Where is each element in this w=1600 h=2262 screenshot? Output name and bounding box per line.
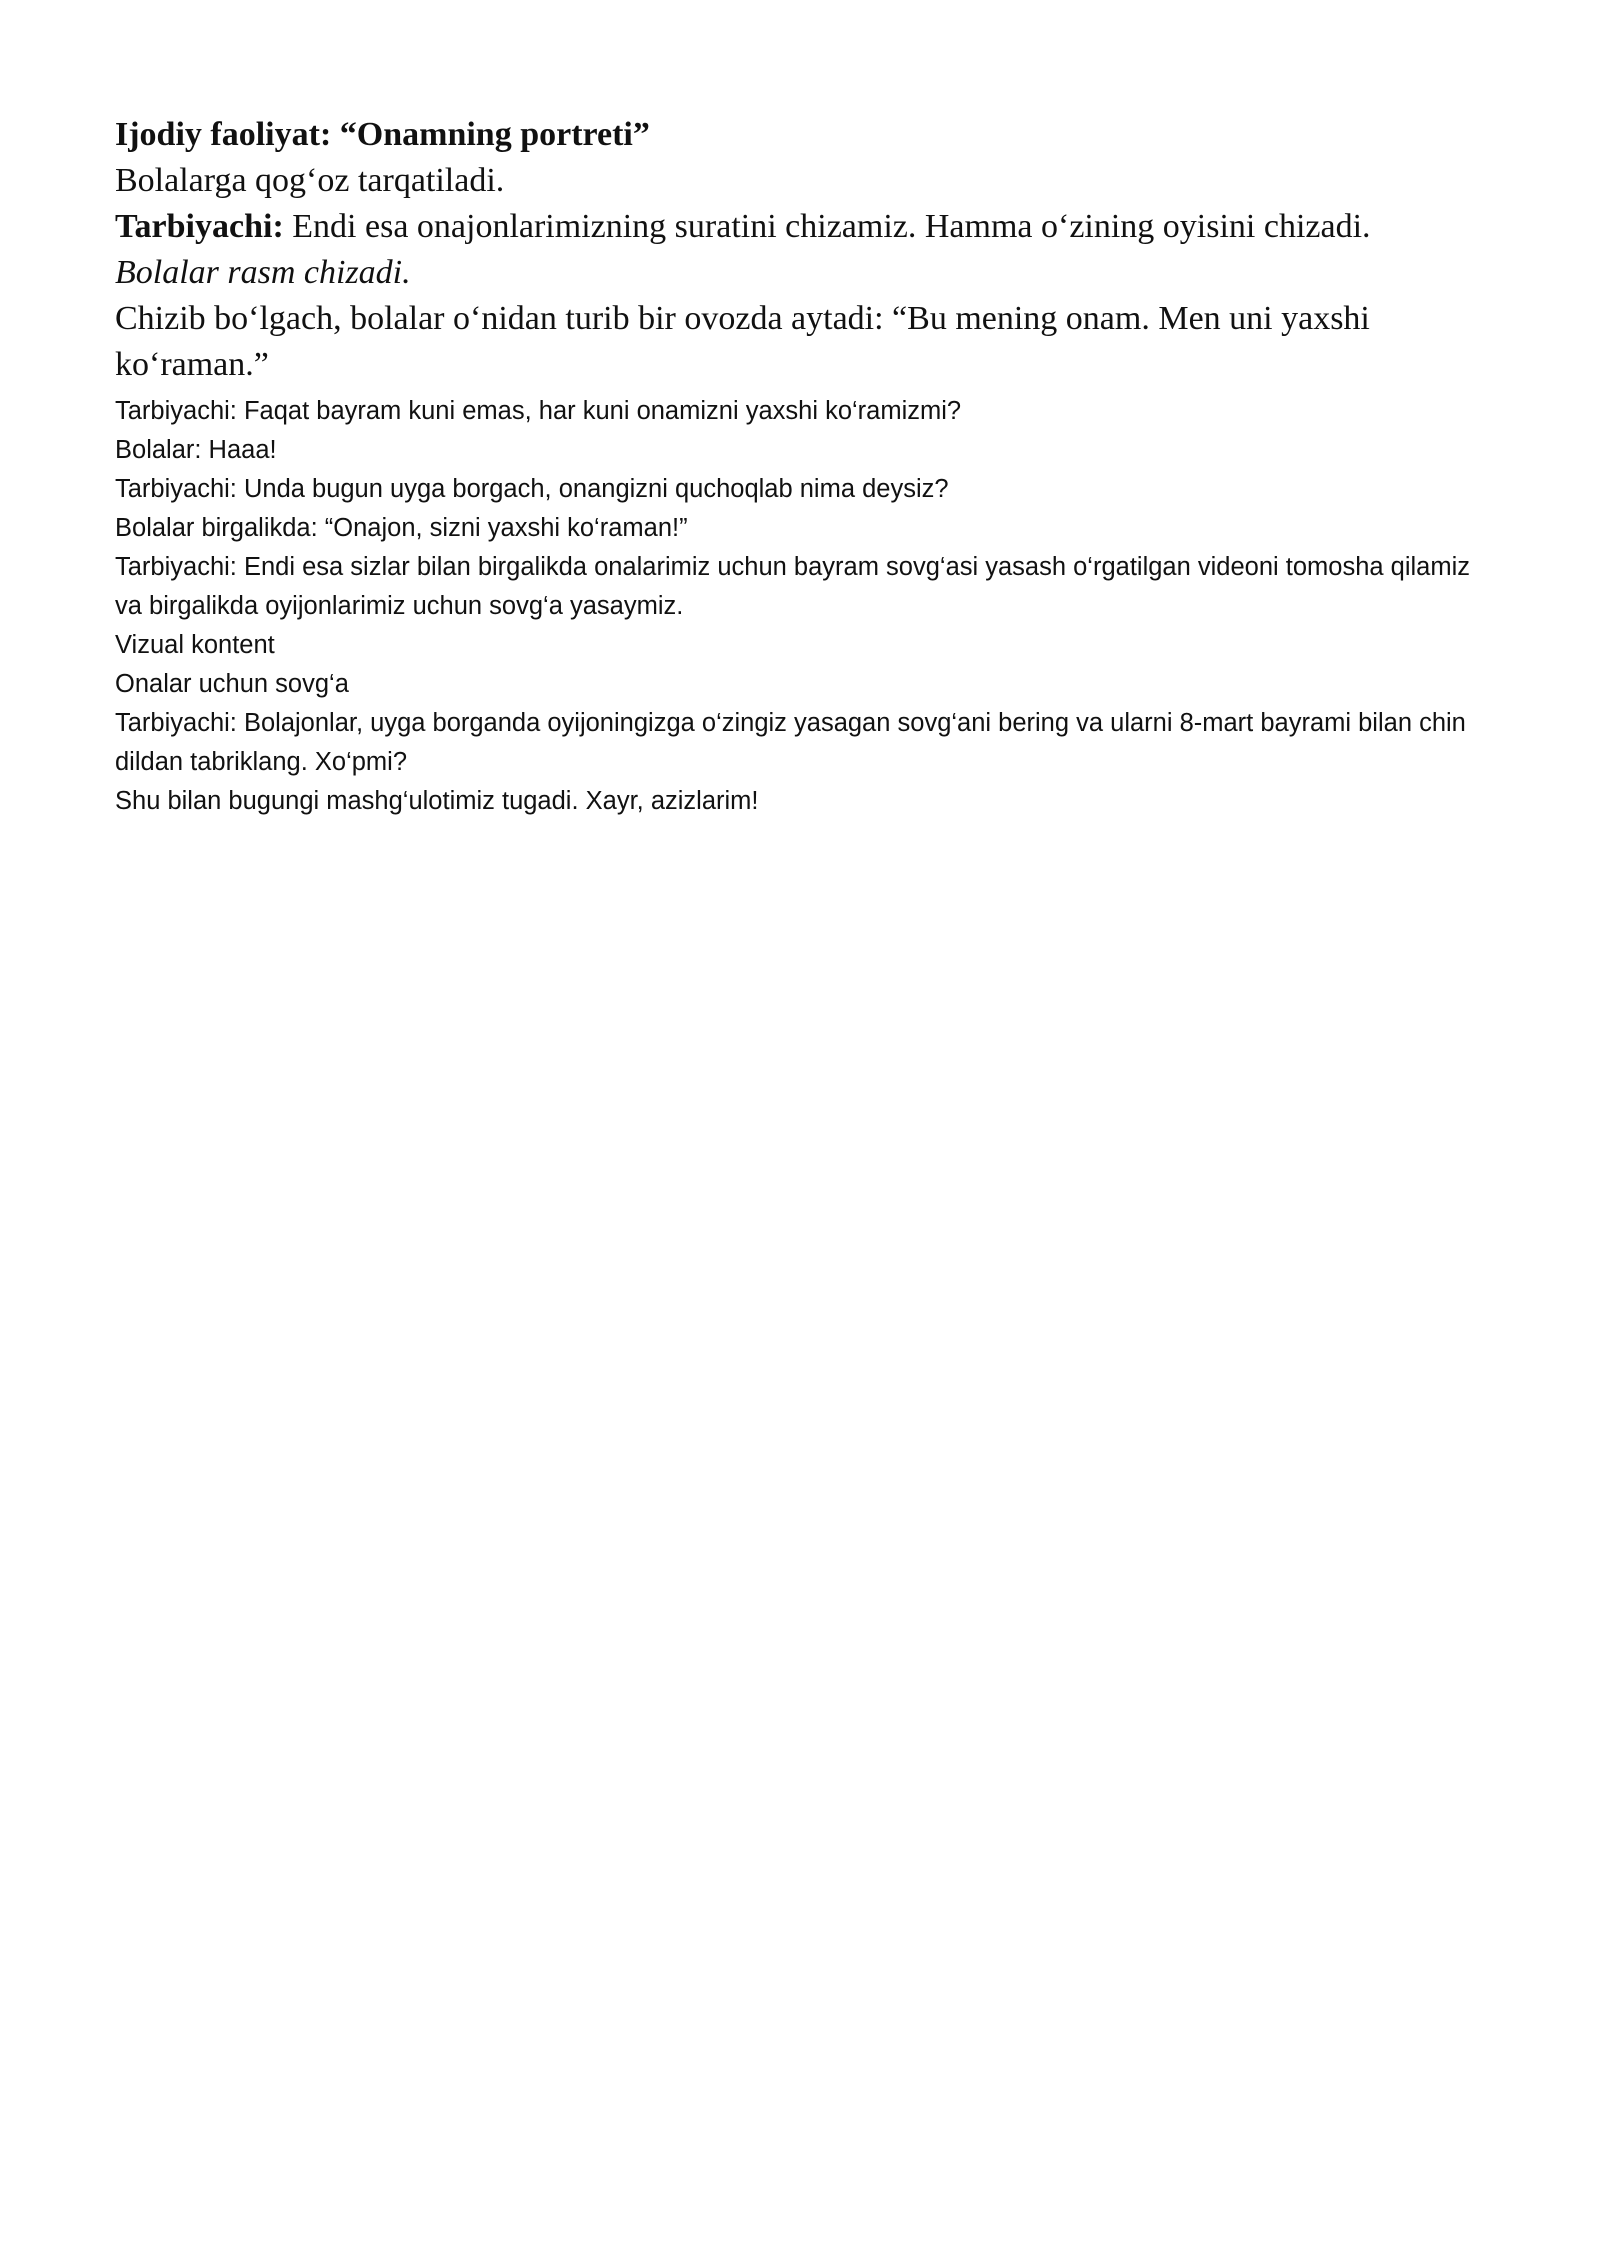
dialogue-line: Tarbiyachi: Faqat bayram kuni emas, har kuni onamizni yaxshi ko‘ramizmi? (115, 397, 962, 425)
teacher-instruction-text: Endi esa onajonlarimizning suratini chizamiz. Hamma o‘zining oyisini chizadi. (283, 208, 1371, 245)
dialogue-line: Tarbiyachi: Bolajonlar, uyga borganda oyijoningizga o‘zingiz yasagan sovg‘ani bering va ularni 8-mart bayrami bilan chin dildan tabriklang. Xo‘pmi? (115, 709, 1466, 776)
dialogue-line: Tarbiyachi: Unda bugun uyga borgach, onangizni quchoqlab nima deysiz? (115, 475, 949, 503)
paragraph-children-say: Chizib bo‘lgach, bolalar o‘nidan turib bir ovozda aytadi: “Bu mening onam. Men uni yaxshi ko‘raman.” (115, 300, 1370, 383)
paragraph-paper-distribution: Bolalarga qog‘oz tarqatiladi. (115, 162, 505, 199)
closing-line: Shu bilan bugungi mashg‘ulotimiz tugadi. Xayr, azizlarim! (115, 787, 759, 815)
paragraph-teacher-instruction (115, 204, 1495, 250)
activity-heading: Ijodiy faoliyat: “Onamning portreti” (115, 116, 650, 153)
dialogue-line: Bolalar birgalikda: “Onajon, sizni yaxshi ko‘raman!” (115, 514, 688, 542)
visual-content-label: Vizual kontent (115, 631, 275, 659)
stage-direction: Bolalar rasm chizadi. (115, 254, 411, 291)
dialogue-line: Bolalar: Haaa! (115, 436, 277, 464)
dialogue-line: Tarbiyachi: Endi esa sizlar bilan birgalikda onalarimiz uchun bayram sovg‘asi yasash o‘rgatilgan videoni tomosha qilamiz va birgalikda oyijonlarimiz uchun sovg‘a yasaymiz. (115, 553, 1471, 620)
document-body (115, 112, 1495, 821)
speaker-label: Tarbiyachi: (115, 208, 284, 245)
gift-title: Onalar uchun sovg‘a (115, 670, 349, 698)
